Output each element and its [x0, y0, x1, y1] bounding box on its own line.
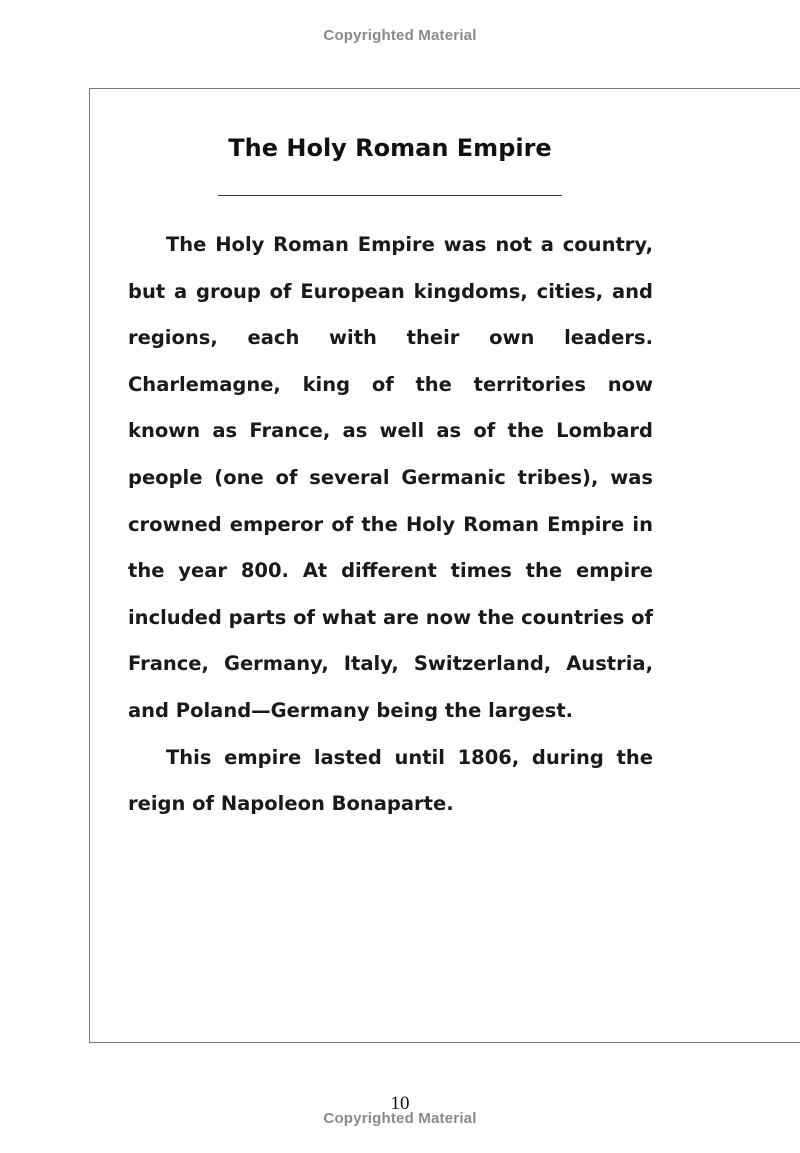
sidebar-body [128, 222, 653, 828]
page-number: 10 [390, 1093, 410, 1114]
paragraph-2: This empire lasted until 1806, during the reign of Napoleon Bonaparte. [128, 745, 653, 816]
copyright-watermark-bottom: Copyrighted Material [323, 1110, 477, 1127]
title-divider [218, 195, 562, 196]
sidebar-title: The Holy Roman Empire [228, 134, 552, 162]
paragraph-1: The Holy Roman Empire was not a country, but a group of European kingdoms, cities, and regions, each with their own leaders. Charlemagne, king of the territories now known as France, as well as of the Lombard people (one of several Germanic tribes), was crowned emperor of the Holy Roman Empire in the year 800. At different times the empire included parts of what are now the countries of France, Germany, Italy, Switzerland, Austria, and Poland—Germany being the largest. [128, 233, 653, 722]
copyright-watermark-top: Copyrighted Material [323, 27, 477, 44]
